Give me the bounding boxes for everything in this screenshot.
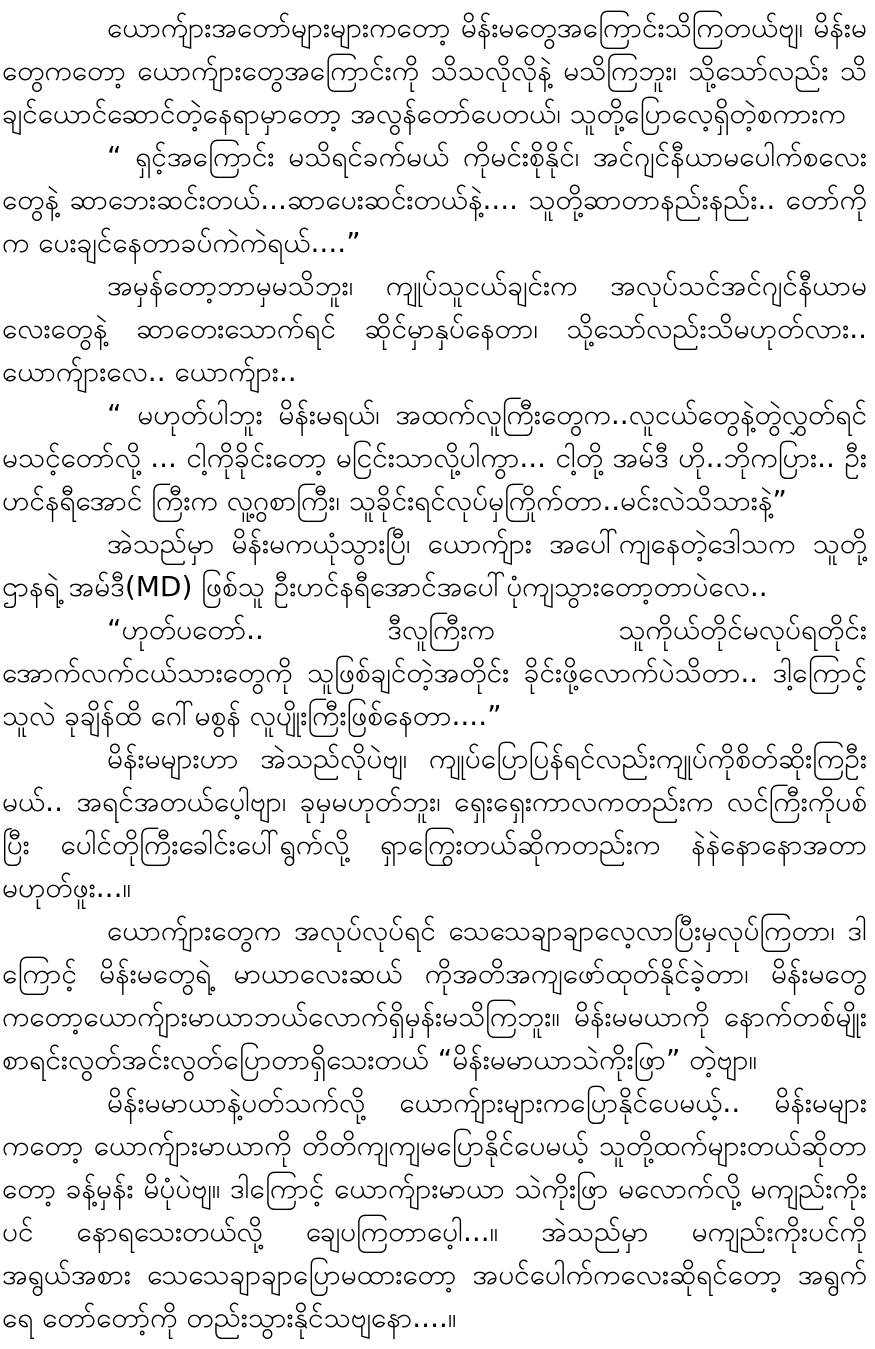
paragraph-3: အမှန်တော့ဘာမှမသိဘူး၊ ကျုပ်သူငယ်ချင်းက အလုပ်သင်အင်ဂျင်နီယာမလေးတွေနဲ့ ဆာတေးသောက်ရင် ဆိုင်မှာနှပ်နေတာ၊ သို့သော်လည်းသိမဟုတ်လား.. ယောက်ျားလေ.. ယောက်ျား.. [2,269,867,388]
paragraph-5: အဲသည်မှာ မိန်းမကယုံသွားပြီ၊ ယောက်ျား အပေါ်ကျနေတဲ့ဒေါသက သူတို့ဌာနရဲ့ အမ်ဒီ(MD) ဖြစ်သူ ဦးဟင်နရီအောင်အပေါ်ပုံကျသွားတော့တာပဲလေ.. [2,527,867,603]
paragraph-4-dialogue: “ မဟုတ်ပါဘူး မိန်းမရယ်၊ အထက်လူကြီးတွေက..လူငယ်တွေနဲ့တွဲလွှတ်ရင် မသင့်တော်လို့ ... ငါ့ကိုခိုင်းတော့ မငြင်းသာလို့ပါကွာ... ငါ့တို့ အမ်ဒီ ဟို..ဘိုကပြား.. ဦးဟင်နရီအောင် ကြီးက လူ့ဂွစာကြီး၊ သူခိုင်းရင်လုပ်မှကြိုက်တာ..မင်းလဲသိသားနဲ့” [2,398,867,517]
paragraph-1: ယောက်ျားအတော်များများကတော့ မိန်းမတွေအကြောင်းသိကြတယ်ဗျ၊ မိန်းမတွေကတော့ ယောက်ျားတွေအကြောင်းကို သိသလိုလိုနဲ့ မသိကြဘူး၊ သို့သော်လည်း သိချင်ယောင်ဆောင်တဲ့နေရာမှာတော့ အလွန်တော်ပေတယ်၊ သူတို့ပြောလေ့ရှိတဲ့စကားက [2,11,867,130]
paragraph-7: မိန်းမများဟာ အဲသည်လိုပဲဗျ၊ ကျုပ်ပြောပြန်ရင်လည်းကျုပ်ကိုစိတ်ဆိုးကြဦးမယ်.. အရင်အတယ်ပေ့ါဗျာ၊ ခုမှမဟုတ်ဘူး၊ ရှေးရှေးကာလကတည်းက လင်ကြီးကိုပစ်ပြီး ပေါင်တိုကြီးခေါင်းပေါ်ရွက်လို့ ရှာကြွေးတယ်ဆိုကတည်းက နဲနဲနောနောအတာမဟုတ်ဖူး...။ [2,742,867,904]
paragraph-2-dialogue: “ ရှင့်အကြောင်း မသိရင်ခက်မယ် ကိုမင်းစိုနိုင်၊ အင်ဂျင်နီယာမပေါက်စလေးတွေနဲ့ ဆာဘေးဆင်းတယ်...ဆာပေးဆင်းတယ်နဲ့.... သူတို့ဆာတာနည်းနည်း.. တော်ကိုက ပေးချင်နေတာခပ်ကဲကဲရယ်....” [2,140,867,259]
paragraph-9: မိန်းမမာယာနဲ့ပတ်သက်လို့ ယောက်ျားများကပြောနိုင်ပေမယ့်.. မိန်းမများကတော့ ယောက်ျားမာယာကို တိတိကျကျမပြောနိုင်ပေမယ့် သူတို့ထက်များတယ်ဆိုတာတော့ ခန့်မှန်း မိပုံပဲဗျ။ ဒါကြောင့် ယောက်ျားမာယာ သဲကိုးဖြာ မလောက်လို့ မကျည်းကိုးပင် နောရသေးတယ်လို့ ချေပကြတာပေ့ါ...။ အဲသည်မှာ မကျည်းကိုးပင်ကို အရွယ်အစား သေသေချာချာပြောမထားတော့ အပင်ပေါက်ကလေးဆိုရင်တော့ အရွက်ရေ တော်တော့်ကို တည်းသွားနိုင်သဗျနော....။ [2,1086,867,1334]
paragraph-8: ယောက်ျားတွေက အလုပ်လုပ်ရင် သေသေချာချာလေ့လာပြီးမှလုပ်ကြတာ၊ ဒါကြောင့် မိန်းမတွေရဲ့ မာယာလေးဆယ် ကိုအတိအကျဖော်ထုတ်နိုင်ခဲ့တာ၊ မိန်းမတွေကတော့ယောက်ျားမာယာဘယ်လောက်ရှိမှန်းမသိကြဘူး။ မိန်းမမယာကို နောက်တစ်မျိုး စာရင်းလွတ်အင်းလွတ်ပြောတာရှိသေးတယ် “မိန်းမမာယာသဲကိုးဖြာ” တဲ့ဗျာ။ [2,914,867,1076]
paragraph-6-dialogue: “ဟုတ်ပတော်.. ဒီလူကြီးက သူကိုယ်တိုင်မလုပ်ရတိုင်း အောက်လက်ငယ်သားတွေကို သူဖြစ်ချင်တဲ့အတိုင်း ခိုင်းဖို့လောက်ပဲသိတာ.. ဒါ့ကြောင့် သူလဲ ခုချိန်ထိ ဂေါ်မစွန် လူပျိုးကြီးဖြစ်နေတာ....” [2,613,867,732]
